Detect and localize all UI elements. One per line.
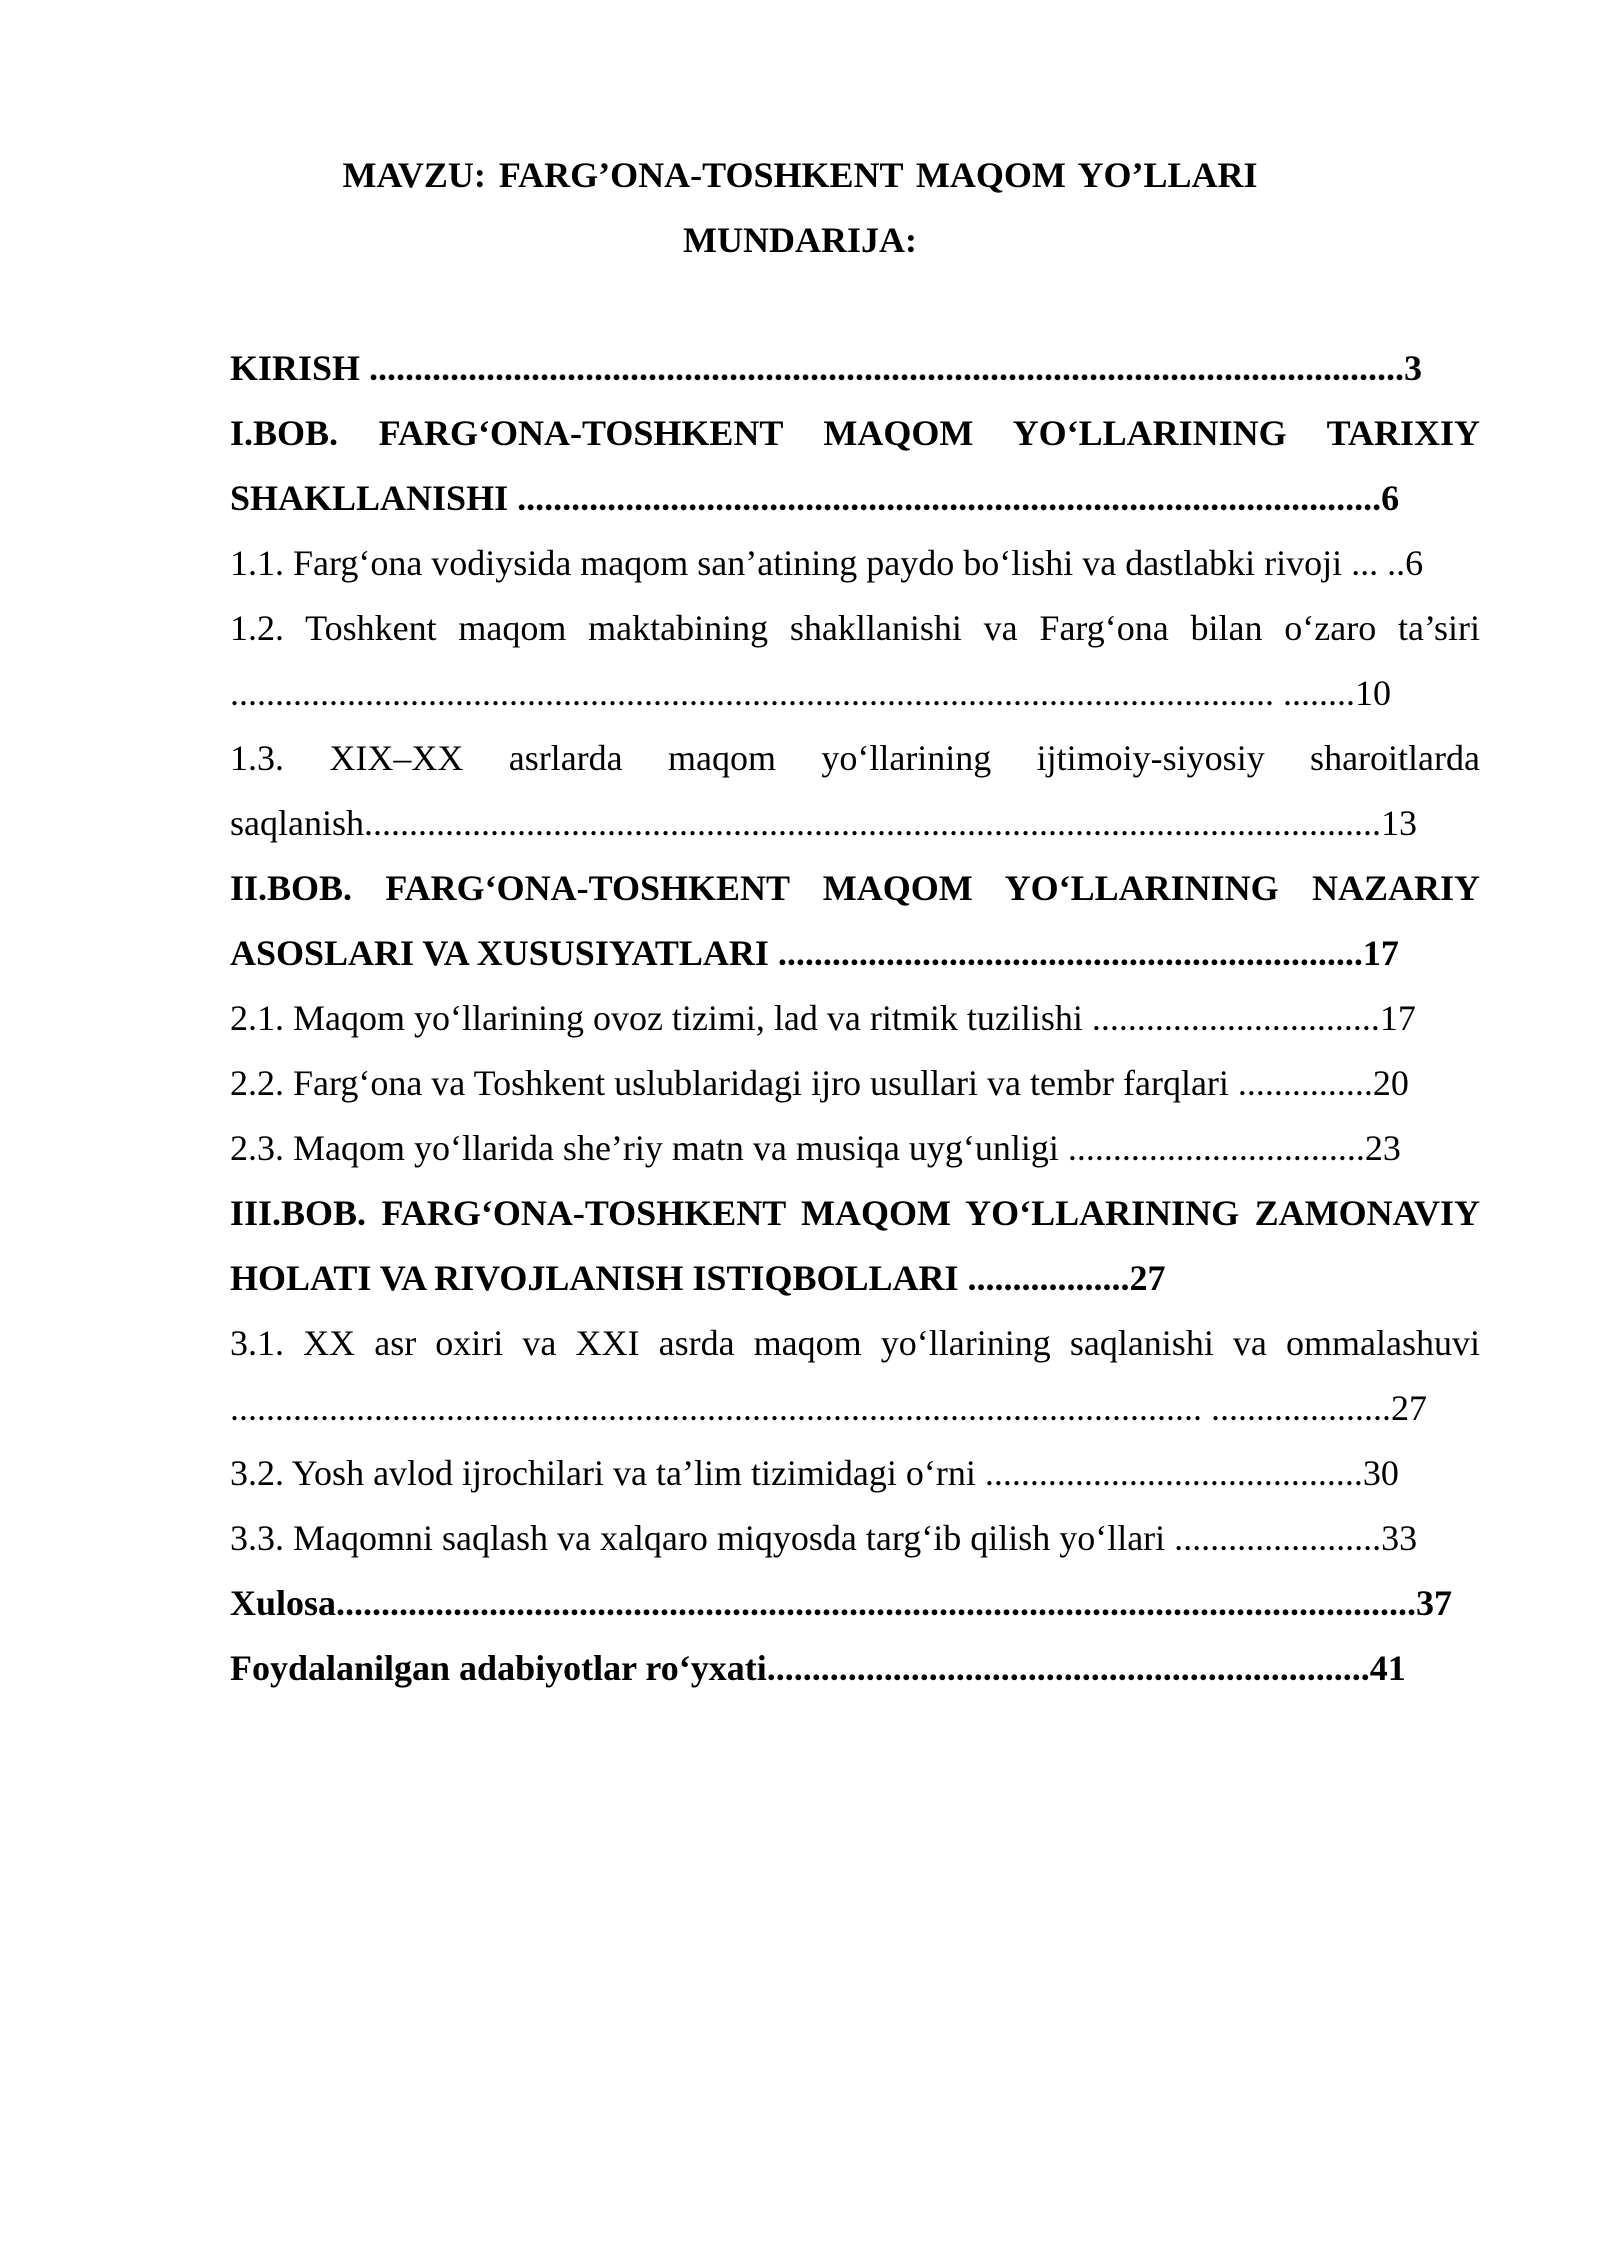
toc-heading: MUNDARIJA: [683,220,917,260]
toc-entry: 2.3. Maqom yo‘llarida she’riy matn va musiqa uyg‘unligi .................................23 [230,1128,1401,1168]
toc-entry: KIRISH ...................................................................................................................3 [230,348,1423,388]
toc-entry: 3.3. Maqomni saqlash va xalqaro miqyosda targ‘ib qilish yo‘llari .......................33 [230,1518,1418,1558]
table-of-contents [230,336,1480,1701]
toc-entry: 1.1. Farg‘ona vodiysida maqom san’atining paydo bo‘lishi va dastlabki rivoji ... ..6 [230,543,1424,583]
toc-entry: Xulosa........................................................................................................................37 [230,1583,1453,1623]
toc-entry: I.BOB. FARG‘ONA-TOSHKENT MAQOM YO‘LLARINING TARIXIY SHAKLLANISHI ................................................................................................6 [230,413,1480,518]
toc-entry: 1.2. Toshkent maqom maktabining shakllanishi va Farg‘ona bilan o‘zaro ta’siri .................................................................................................................... ........10 [230,608,1480,713]
toc-entry: 1.3. XIX–XX asrlarda maqom yo‘llarining ijtimoiy-siyosiy sharoitlarda saqlanish.................................................................................................................13 [230,738,1480,843]
toc-entry: 2.1. Maqom yo‘llarining ovoz tizimi, lad va ritmik tuzilishi ................................17 [230,998,1416,1038]
toc-entry: III.BOB. FARG‘ONA-TOSHKENT MAQOM YO‘LLARINING ZAMONAVIY HOLATI VA RIVOJLANISH ISTIQBOLLARI ..................27 [230,1193,1480,1298]
toc-entry: Foydalanilgan adabiyotlar ro‘yxati...................................................................41 [230,1648,1406,1688]
toc-entry: 3.1. XX asr oxiri va XXI asrda maqom yo‘llarining saqlanishi va ommalashuvi ............................................................................................................ ....................27 [230,1323,1480,1428]
toc-entry: II.BOB. FARG‘ONA-TOSHKENT MAQOM YO‘LLARINING NAZARIY ASOSLARI VA XUSUSIYATLARI .................................................................17 [230,868,1480,973]
toc-entry: 3.2. Yosh avlod ijrochilari va ta’lim tizimidagi o‘rni ..........................................30 [230,1453,1399,1493]
toc-entry: 2.2. Farg‘ona va Toshkent uslublaridagi ijro usullari va tembr farqlari ...............20 [230,1063,1409,1103]
document-title: MAVZU: FARG’ONA-TOSHKENT MAQOM YO’LLARI [342,155,1258,195]
